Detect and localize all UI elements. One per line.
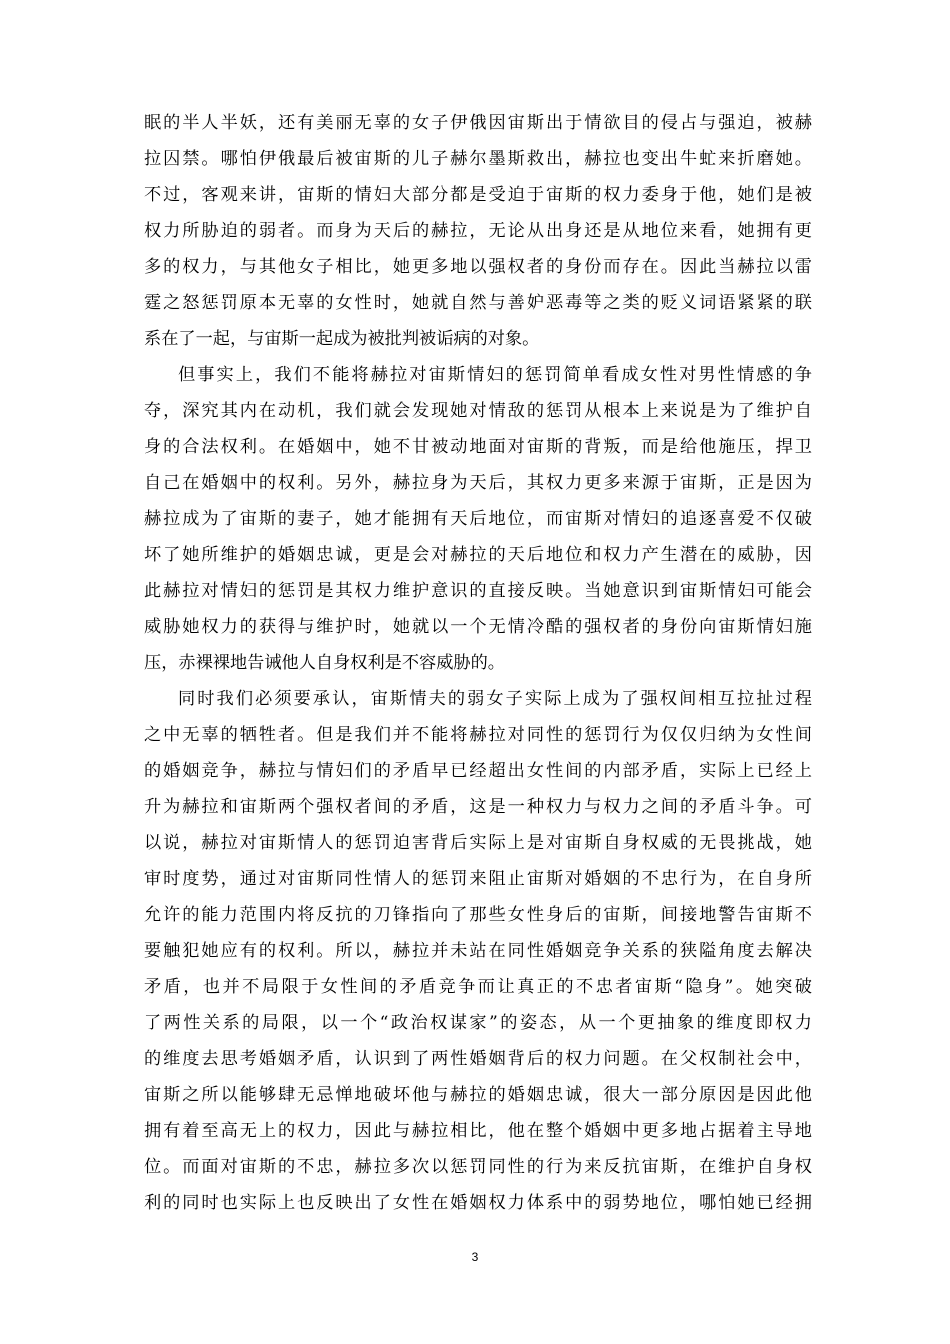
text-line: 夺，深究其内在动机，我们就会发现她对情敌的惩罚从根本上来说是为了维护自 xyxy=(144,401,812,421)
text-line: 身的合法权利。在婚姻中，她不甘被动地面对宙斯的背叛，而是给他施压，捍卫 xyxy=(144,437,812,457)
text-line: 威胁她权力的获得与维护时，她就以一个无情冷酷的强权者的身份向宙斯情妇施 xyxy=(144,617,812,637)
page-number: 3 xyxy=(471,1250,479,1264)
text-line: 自己在婚姻中的权利。另外，赫拉身为天后，其权力更多来源于宙斯，正是因为 xyxy=(144,473,812,493)
text-line: 此赫拉对情妇的惩罚是其权力维护意识的直接反映。当她意识到宙斯情妇可能会 xyxy=(144,581,812,601)
paragraph-first-line: 同时我们必须要承认，宙斯情夫的弱女子实际上成为了强权间相互拉扯过程 xyxy=(178,689,812,709)
text-line: 的维度去思考婚姻矛盾，认识到了两性婚姻背后的权力问题。在父权制社会中， xyxy=(144,1049,812,1069)
text-line: 矛盾，也并不局限于女性间的矛盾竞争而让真正的不忠者宙斯“隐身”。她突破 xyxy=(144,977,812,997)
text-line: 系在了一起，与宙斯一起成为被批判被诟病的对象。 xyxy=(144,329,540,349)
text-line: 升为赫拉和宙斯两个强权者间的矛盾，这是一种权力与权力之间的矛盾斗争。可 xyxy=(144,797,812,817)
text-line: 压，赤裸裸地告诫他人自身权利是不容威胁的。 xyxy=(144,653,505,673)
text-line: 眠的半人半妖，还有美丽无辜的女子伊俄因宙斯出于情欲目的侵占与强迫，被赫 xyxy=(144,113,812,133)
text-line: 不过，客观来讲，宙斯的情妇大部分都是受迫于宙斯的权力委身于他，她们是被 xyxy=(144,185,812,205)
text-line: 了两性关系的局限，以一个“政治权谋家”的姿态，从一个更抽象的维度即权力 xyxy=(144,1013,812,1033)
text-line: 位。而面对宙斯的不忠，赫拉多次以惩罚同性的行为来反抗宙斯，在维护自身权 xyxy=(144,1157,812,1177)
text-line: 拥有着至高无上的权力，因此与赫拉相比，他在整个婚姻中更多地占据着主导地 xyxy=(144,1121,812,1141)
text-line: 拉囚禁。哪怕伊俄最后被宙斯的儿子赫尔墨斯救出，赫拉也变出牛虻来折磨她。 xyxy=(144,149,812,169)
text-line: 宙斯之所以能够肆无忌惮地破坏他与赫拉的婚姻忠诚，很大一部分原因是因此他 xyxy=(144,1085,812,1105)
text-line: 之中无辜的牺牲者。但是我们并不能将赫拉对同性的惩罚行为仅仅归纳为女性间 xyxy=(144,725,812,745)
text-line: 要触犯她应有的权利。所以，赫拉并未站在同性婚姻竞争关系的狭隘角度去解决 xyxy=(144,941,812,961)
text-line: 坏了她所维护的婚姻忠诚，更是会对赫拉的天后地位和权力产生潜在的威胁，因 xyxy=(144,545,812,565)
text-line: 允许的能力范围内将反抗的刀锋指向了那些女性身后的宙斯，间接地警告宙斯不 xyxy=(144,905,812,925)
text-line: 的婚姻竞争，赫拉与情妇们的矛盾早已经超出女性间的内部矛盾，实际上已经上 xyxy=(144,761,812,781)
text-line: 审时度势，通过对宙斯同性情人的惩罚来阻止宙斯对婚姻的不忠行为，在自身所 xyxy=(144,869,812,889)
text-line: 多的权力，与其他女子相比，她更多地以强权者的身份而存在。因此当赫拉以雷 xyxy=(144,257,812,277)
paragraph-first-line: 但事实上，我们不能将赫拉对宙斯情妇的惩罚简单看成女性对男性情感的争 xyxy=(178,365,812,385)
text-line: 以说，赫拉对宙斯情人的惩罚迫害背后实际上是对宙斯自身权威的无畏挑战，她 xyxy=(144,833,812,853)
text-line: 权力所胁迫的弱者。而身为天后的赫拉，无论从出身还是从地位来看，她拥有更 xyxy=(144,221,812,241)
text-line: 赫拉成为了宙斯的妻子，她才能拥有天后地位，而宙斯对情妇的追逐喜爱不仅破 xyxy=(144,509,812,529)
text-line: 利的同时也实际上也反映出了女性在婚姻权力体系中的弱势地位，哪怕她已经拥 xyxy=(144,1193,812,1213)
text-line: 霆之怒惩罚原本无辜的女性时，她就自然与善妒恶毒等之类的贬义词语紧紧的联 xyxy=(144,293,812,313)
